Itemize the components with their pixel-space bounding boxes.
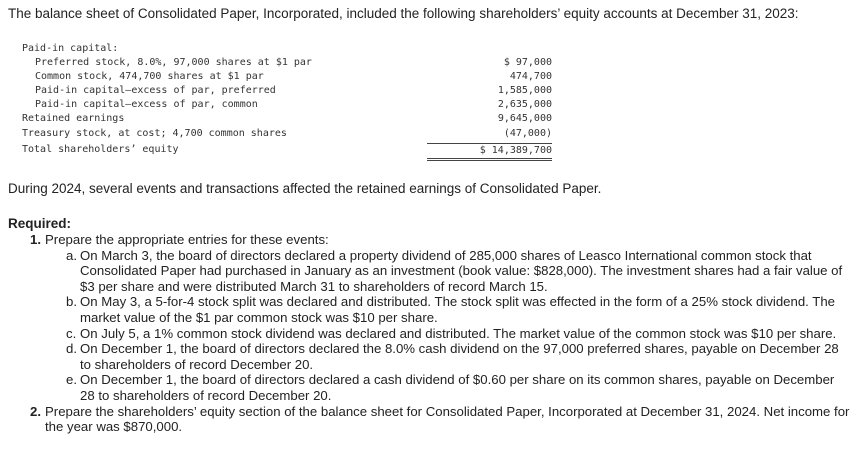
requirement-number: 2. [30, 403, 41, 419]
event-letter: b. [66, 294, 77, 310]
event-text: On May 3, a 5-for-4 stock split was declared and distributed. The stock split was effected in the form of a 25% stock dividend. The market value of the $1 par common stock was $10 per share. [80, 294, 835, 325]
event-letter: c. [66, 325, 77, 341]
event-text: On December 1, the board of directors declared the 8.0% cash dividend on the 97,000 preferred shares, payable on December 28 to shareholders of record December 20. [80, 341, 839, 372]
pic-common-row [22, 98, 552, 112]
event-text: On July 5, a 1% common stock dividend was declared and distributed. The market value of the common stock was $10 per share. [80, 325, 837, 341]
row-label: Paid-in capital—excess of par, common [35, 99, 258, 111]
common-stock-row [22, 70, 552, 84]
event-text: On December 1, the board of directors declared a cash dividend of $0.60 per share on its common shares, payable on December 28 to shareholders of record December 20. [80, 372, 835, 403]
event-c [30, 326, 850, 342]
total-equity-row [22, 143, 552, 157]
row-amount: $ 97,000 [503, 57, 552, 69]
preferred-stock-row [22, 56, 552, 70]
requirement-2 [30, 404, 850, 435]
paid-in-capital-header: Paid-in capital: [22, 43, 119, 54]
row-label: Treasury stock, at cost; 4,700 common shares [22, 127, 287, 139]
treasury-stock-row [22, 127, 552, 141]
requirement-text: Prepare the shareholders’ equity section of the balance sheet for Consolidated Paper, Incorporated at December 31, 2024. Net income for the year was $870,000. [45, 403, 850, 435]
row-amount: (47,000) [503, 127, 552, 139]
event-e [30, 372, 850, 403]
event-a [30, 248, 850, 295]
requirement-text: Prepare the appropriate entries for these events: [45, 232, 329, 247]
during-text: During 2024, several events and transactions affected the retained earnings of Consolidated Paper. [8, 181, 602, 196]
row-amount: 2,635,000 [497, 99, 552, 111]
row-amount: 9,645,000 [497, 113, 552, 125]
row-label: Retained earnings [22, 113, 125, 125]
row-amount: 1,585,000 [497, 85, 552, 97]
requirement-1 [30, 232, 850, 248]
row-label: Total shareholders’ equity [22, 143, 179, 155]
event-text: On March 3, the board of directors declared a property dividend of 285,000 shares of Leasco International common stock that Consolidated Paper had purchased in January as an investment (book value: $828,000). The investment shares had a fair value of $3 per share and were distributed March 31 to shareholders of record March 15. [80, 247, 843, 294]
requirement-number: 1. [30, 232, 41, 247]
event-b [30, 294, 850, 325]
requirements-list [30, 232, 850, 435]
row-label: Preferred stock, 8.0%, 97,000 shares at $1 par [35, 57, 312, 69]
intro-text: The balance sheet of Consolidated Paper, Incorporated, included the following shareholders’ equity accounts at December 31, 2023: [8, 6, 799, 21]
pic-preferred-row [22, 84, 552, 98]
balance-sheet-table [22, 42, 552, 157]
row-label: Common stock, 474,700 shares at $1 par [35, 71, 264, 83]
required-heading: Required: [8, 216, 72, 231]
row-amount: 474,700 [509, 71, 552, 83]
event-d [30, 341, 850, 372]
row-label: Paid-in capital—excess of par, preferred [35, 85, 276, 97]
retained-earnings-row [22, 112, 552, 126]
event-letter: a. [66, 247, 77, 263]
event-letter: e. [66, 372, 77, 388]
row-amount: $ 14,389,700 [427, 143, 552, 161]
event-letter: d. [66, 341, 77, 357]
